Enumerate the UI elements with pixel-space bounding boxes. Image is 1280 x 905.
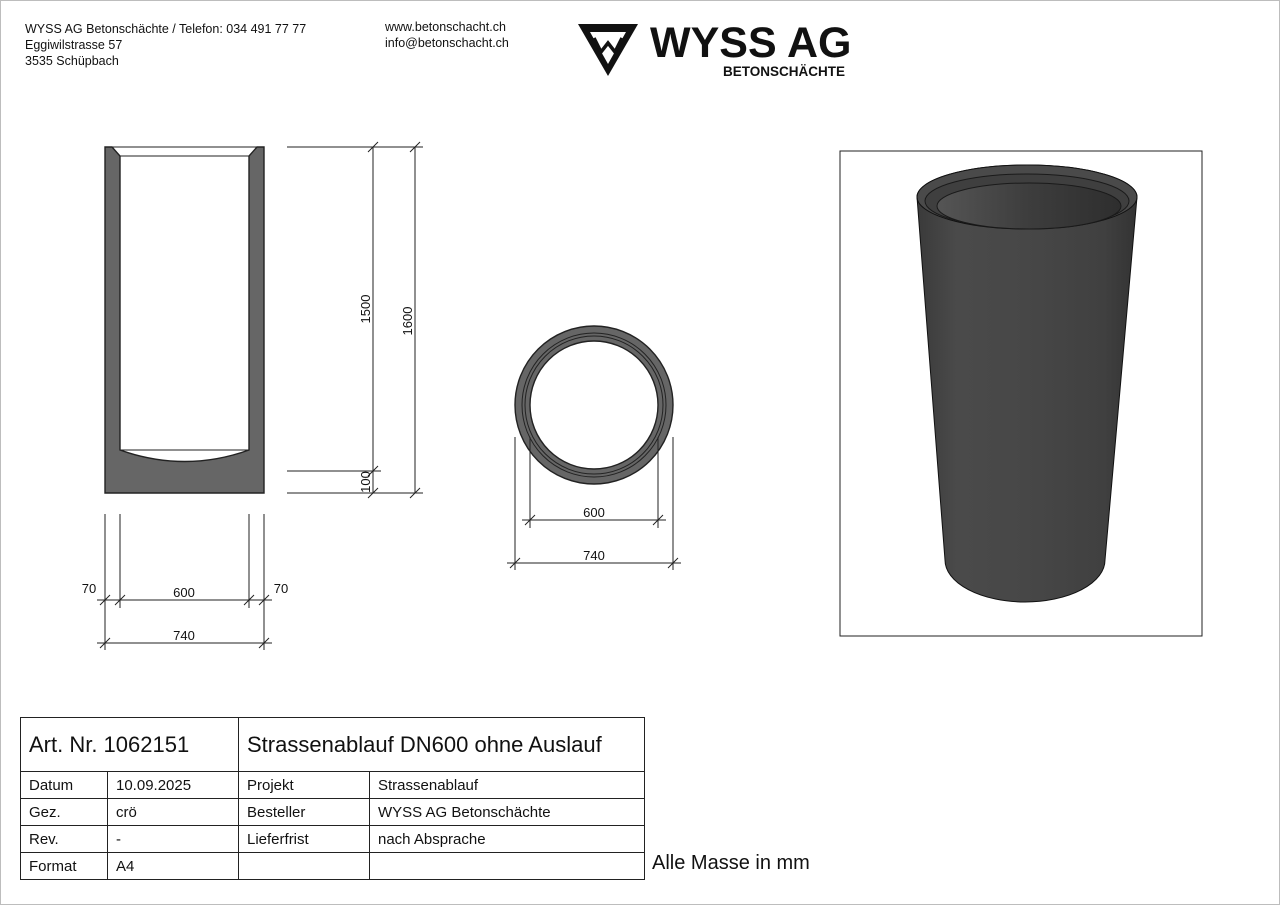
title-block-header-row	[21, 718, 645, 772]
dim-wall-right-70: 70	[273, 581, 289, 596]
company-name-phone: WYSS AG Betonschächte / Telefon: 034 491 77 77	[25, 22, 307, 36]
label-rev: Rev.	[21, 826, 108, 853]
section-wall	[105, 147, 264, 493]
units-note: Alle Masse in mm	[652, 852, 810, 874]
label-format: Format	[21, 853, 108, 880]
top-view-ring	[515, 326, 673, 484]
ring-dim-740: 740	[583, 548, 605, 563]
company-email: info@betonschacht.ch	[385, 36, 509, 50]
label-projekt: Projekt	[239, 772, 370, 799]
logo-name: WYSS AG	[650, 19, 852, 67]
value-rev: -	[108, 826, 239, 853]
company-street: Eggiwilstrasse 57	[25, 38, 123, 52]
dim-inner-600: 600	[173, 585, 195, 600]
title-block-row	[21, 772, 645, 799]
label-datum: Datum	[21, 772, 108, 799]
section-view	[105, 147, 264, 493]
dim-wall-left-70: 70	[81, 581, 97, 596]
value-format: A4	[108, 853, 239, 880]
value-gez: crö	[108, 799, 239, 826]
label-gez: Gez.	[21, 799, 108, 826]
company-website: www.betonschacht.ch	[385, 20, 506, 34]
label-lieferfrist: Lieferfrist	[239, 826, 370, 853]
wyss-logo	[578, 19, 851, 79]
value-lieferfrist: nach Absprache	[370, 826, 645, 853]
empty-label-cell	[239, 853, 370, 880]
label-besteller: Besteller	[239, 799, 370, 826]
dim-height-1600: 1600	[400, 306, 415, 336]
article-number: Art. Nr. 1062151	[21, 718, 239, 772]
logo-subtitle: BETONSCHÄCHTE	[723, 64, 846, 79]
title-block-row	[21, 853, 645, 880]
value-projekt: Strassenablauf	[370, 772, 645, 799]
title-block	[20, 717, 645, 880]
company-city: 3535 Schüpbach	[25, 54, 119, 68]
dim-height-100: 100	[358, 471, 373, 493]
value-besteller: WYSS AG Betonschächte	[370, 799, 645, 826]
dim-outer-740: 740	[173, 628, 195, 643]
title-block-row	[21, 799, 645, 826]
isometric-view	[840, 151, 1202, 636]
ring-dim-600: 600	[583, 505, 605, 520]
empty-value-cell	[370, 853, 645, 880]
article-description: Strassenablauf DN600 ohne Auslauf	[239, 718, 645, 772]
dim-height-1500: 1500	[358, 294, 373, 324]
title-block-row	[21, 826, 645, 853]
value-datum: 10.09.2025	[108, 772, 239, 799]
